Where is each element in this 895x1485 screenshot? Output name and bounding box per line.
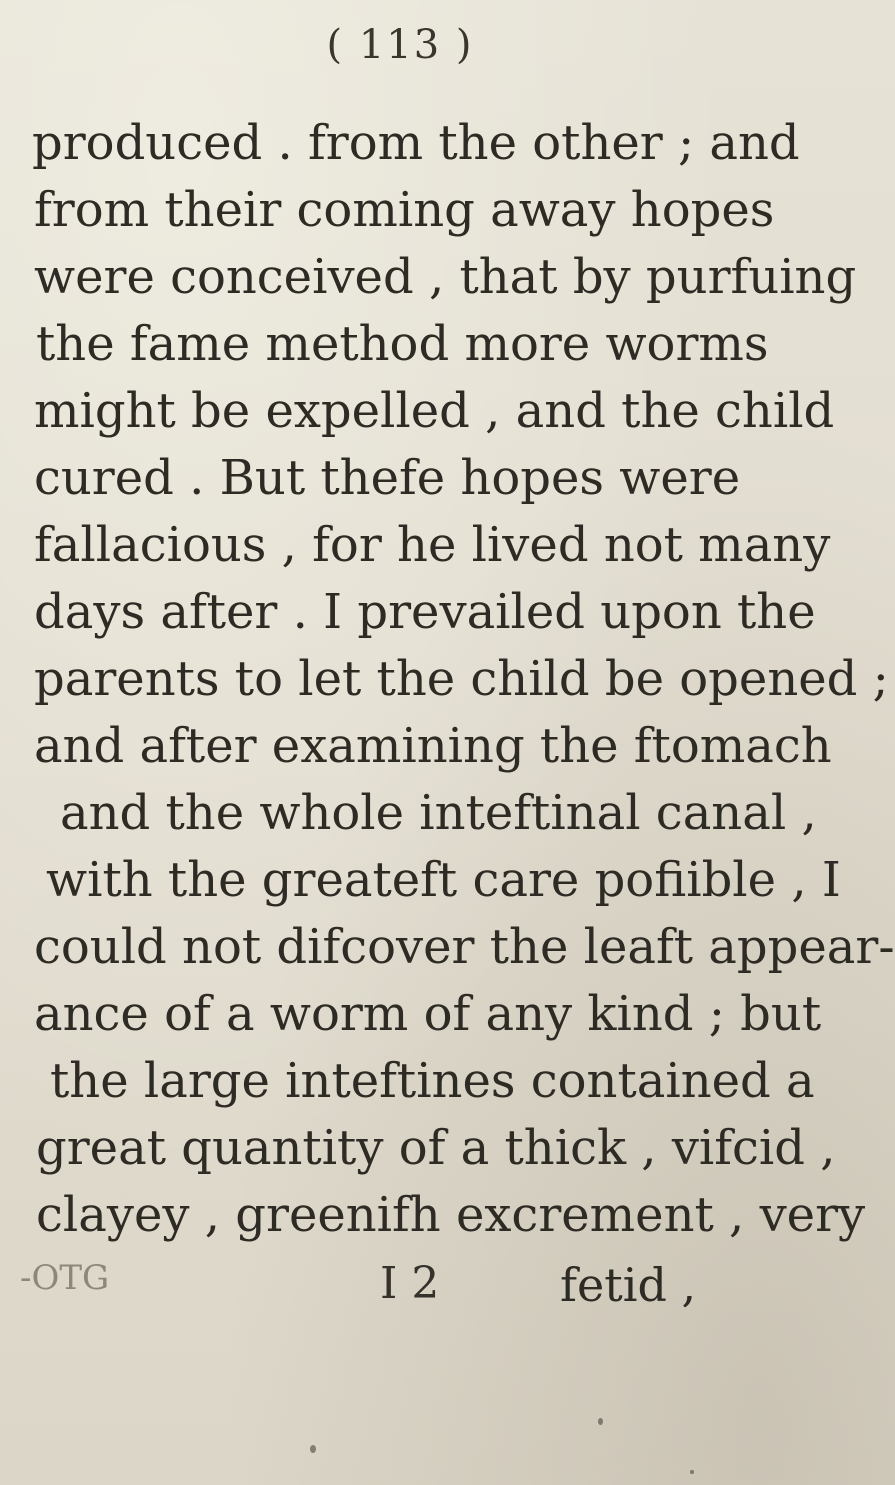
text-line-17: clayey , greenifh excrement , very: [36, 1187, 866, 1243]
text-line-6: cured . But thefe hopes were: [34, 450, 741, 506]
signature-mark: I 2: [380, 1258, 440, 1309]
text-line-4: the fame method more worms: [36, 316, 769, 372]
text-line-5: might be expelled , and the child: [34, 383, 835, 439]
text-line-10: and after examining the ftomach: [34, 718, 832, 774]
text-line-3: were conceived , that by purfuing: [34, 249, 857, 305]
text-line-16: great quantity of a thick , vifcid ,: [36, 1120, 836, 1176]
paper-speck: [690, 1470, 694, 1474]
page-number-header: ( 113 ): [326, 22, 474, 68]
page-footer: [0, 1258, 800, 1318]
paper-speck: [310, 1445, 316, 1453]
paper-speck: [598, 1418, 603, 1425]
text-line-7: fallacious , for he lived not many: [34, 517, 831, 573]
page-mark: -OTG: [20, 1258, 110, 1298]
text-line-13: could not difcover the leaft appear-: [34, 919, 895, 975]
text-line-2: from their coming away hopes: [34, 182, 775, 238]
catchword: fetid ,: [560, 1258, 697, 1312]
text-line-14: ance of a worm of any kind ; but: [34, 986, 822, 1042]
text-line-12: with the greateft care pofiible , I: [46, 852, 841, 908]
text-line-1: produced . from the other ; and: [32, 115, 800, 171]
text-line-15: the large inteftines contained a: [50, 1053, 815, 1109]
text-line-9: parents to let the child be opened ;: [34, 651, 889, 707]
text-line-8: days after . I prevailed upon the: [34, 584, 816, 640]
text-line-11: and the whole inteftinal canal ,: [60, 785, 817, 841]
